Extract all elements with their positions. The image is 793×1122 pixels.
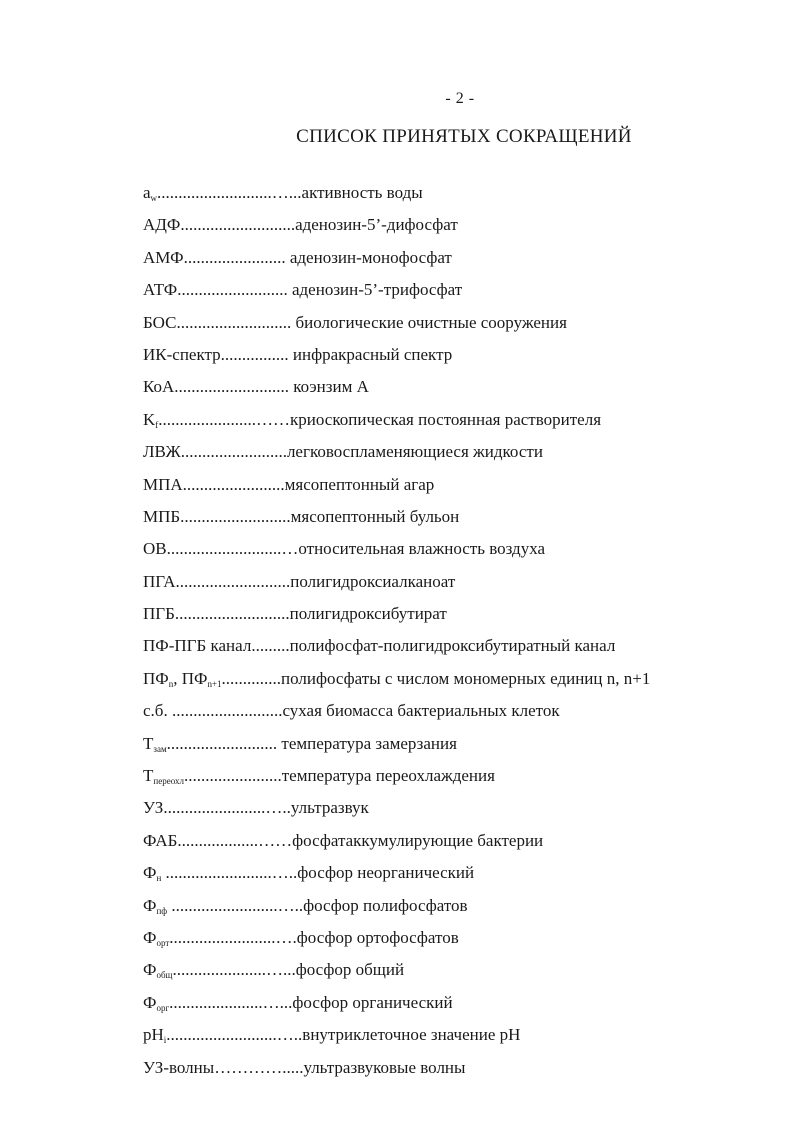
abbreviation-row [143, 181, 763, 213]
abbreviation-definition: внутриклеточное значение pH [302, 1025, 521, 1045]
leader-dots: ......................…... [172, 960, 296, 980]
term-text: ПФ [143, 668, 169, 688]
abbreviation-row [143, 473, 763, 505]
abbreviation-term [143, 604, 175, 623]
abbreviation-term [143, 863, 161, 882]
term-text: АТФ [143, 280, 178, 300]
abbreviation-definition: легковоспламеняющиеся жидкости [286, 442, 543, 462]
leader-dots: ........................... [175, 571, 291, 591]
term-subscript: переохл [153, 776, 184, 787]
abbreviation-row [143, 764, 763, 796]
abbreviation-definition: полигидроксибутират [289, 604, 447, 624]
leader-dots: ........................... [176, 312, 296, 332]
leader-dots: ........................... [174, 377, 294, 397]
leader-dots: .........................….. [167, 895, 304, 915]
term-text: АДФ [143, 215, 181, 235]
abbreviation-row [143, 1023, 763, 1055]
abbreviation-row [143, 505, 763, 537]
abbreviation-row [143, 602, 763, 634]
leader-dots: ......................... [180, 442, 287, 462]
abbreviation-term [143, 993, 169, 1012]
term-text: АМФ [143, 247, 184, 267]
abbreviation-term [143, 313, 176, 332]
abbreviation-term [143, 701, 168, 720]
term-text: ПФ-ПГБ канал [143, 636, 252, 656]
leader-dots: ..........................….. [166, 1025, 303, 1045]
abbreviation-row [143, 796, 763, 828]
abbreviation-term [143, 798, 163, 817]
term-text: УЗ [143, 798, 164, 818]
abbreviation-row [143, 926, 763, 958]
term-subscript: орт [156, 937, 170, 948]
abbreviation-definition: коэнзим А [293, 377, 369, 397]
leader-dots: …………..... [214, 1057, 304, 1077]
term-subscript: f [155, 419, 159, 430]
abbreviation-definition: биологические очистные сооружения [295, 312, 567, 332]
abbreviation-definition: фосфор неорганический [297, 863, 475, 883]
abbreviation-row [143, 246, 763, 278]
abbreviation-term [143, 831, 177, 850]
leader-dots: ........................….. [163, 798, 291, 818]
abbreviation-row [143, 213, 763, 245]
abbreviation-definition: мясопептонный бульон [290, 506, 460, 526]
abbreviation-row [143, 343, 763, 375]
abbreviation-term [143, 928, 169, 947]
term-subscript: общ [156, 970, 173, 981]
abbreviation-term [143, 572, 176, 591]
abbreviation-term [143, 475, 183, 494]
abbreviation-term [143, 183, 157, 202]
leader-dots: ......... [251, 636, 290, 656]
term-subscript: орг [156, 1002, 170, 1013]
abbreviation-term [143, 410, 158, 429]
abbreviation-row [143, 278, 763, 310]
abbreviation-definition: фосфор органический [292, 992, 453, 1012]
term-text: ЛВЖ [143, 442, 181, 462]
leader-dots: ........................ [183, 247, 290, 267]
abbreviation-definition: ультразвук [290, 798, 369, 818]
abbreviation-definition: полифосфаты с числом мономерных единиц n, n+1 [281, 668, 651, 688]
term-subscript: зам [153, 743, 167, 754]
abbreviation-term [143, 248, 184, 267]
leader-dots: ................ [220, 344, 293, 364]
abbreviation-row [143, 699, 763, 731]
term-text: pH [143, 1025, 164, 1045]
abbreviation-definition: фосфор общий [295, 960, 405, 980]
term-text: МПБ [143, 506, 181, 526]
abbreviation-row [143, 667, 763, 699]
abbreviation-term [143, 669, 222, 688]
abbreviation-definition: фосфор полифосфатов [303, 895, 468, 915]
abbreviation-row [143, 570, 763, 602]
abbreviation-definition: аденозин-5’-дифосфат [295, 215, 458, 235]
leader-dots: .......................…… [158, 409, 291, 429]
term-text: ИК-спектр [143, 344, 221, 364]
term-subscript-second: n+1 [207, 678, 222, 689]
leader-dots: ....................... [183, 766, 282, 786]
term-text: МПА [143, 474, 183, 494]
term-text: T [143, 733, 154, 753]
term-text: ФАБ [143, 830, 178, 850]
abbreviation-row [143, 311, 763, 343]
leader-dots: .............. [221, 668, 282, 688]
abbreviation-list [143, 181, 763, 1088]
abbreviation-term [143, 280, 177, 299]
abbreviation-row [143, 894, 763, 926]
leader-dots: .......................... [167, 701, 283, 721]
abbreviation-row [143, 829, 763, 861]
abbreviation-definition: фосфатаккумулирующие бактерии [292, 830, 544, 850]
abbreviation-term [143, 345, 221, 364]
abbreviation-row [143, 408, 763, 440]
abbreviation-row [143, 537, 763, 569]
leader-dots: .........................…. [169, 927, 297, 947]
abbreviation-definition: ультразвуковые волны [303, 1057, 466, 1077]
term-text: a [143, 183, 151, 202]
abbreviation-definition: относительная влажность воздуха [298, 539, 546, 559]
leader-dots: ...........................… [166, 539, 299, 559]
abbreviation-definition: температура замерзания [281, 733, 457, 753]
term-subscript: пф [156, 905, 168, 916]
abbreviation-term [143, 539, 167, 558]
abbreviation-row [143, 634, 763, 666]
abbreviation-row [143, 1056, 763, 1088]
abbreviation-term [143, 442, 181, 461]
abbreviation-row [143, 991, 763, 1023]
term-text: Ф [143, 960, 157, 980]
term-subscript: w [150, 193, 158, 203]
leader-dots: ...........................…... [157, 183, 302, 202]
term-text: Ф [143, 863, 157, 883]
leader-dots: .......................... [177, 280, 292, 300]
abbreviation-row [143, 732, 763, 764]
leader-dots: ........................... [180, 215, 296, 235]
leader-dots: ......................…... [169, 992, 293, 1012]
abbreviation-definition: сухая биомасса бактериальных клеток [282, 701, 560, 721]
abbreviation-definition: инфракрасный спектр [292, 344, 453, 364]
leader-dots: .......................... [166, 733, 282, 753]
term-text: УЗ-волны [143, 1057, 215, 1077]
term-subscript: н [156, 873, 162, 884]
leader-dots: .........................….. [161, 863, 298, 883]
abbreviation-term [143, 507, 180, 526]
page-number: - 2 - [445, 90, 475, 107]
abbreviation-term [143, 377, 174, 396]
term-text: ПГБ [143, 604, 175, 624]
term-text: K [143, 409, 156, 429]
leader-dots: ........................... [174, 604, 290, 624]
abbreviation-term [143, 896, 167, 915]
abbreviation-definition: активность воды [301, 183, 423, 202]
abbreviation-term [143, 636, 251, 655]
abbreviation-definition: аденозин-монофосфат [289, 247, 452, 267]
leader-dots: ...................…… [177, 830, 293, 850]
term-text: Ф [143, 992, 157, 1012]
abbreviation-definition: полифосфат-полигидроксибутиратный канал [289, 636, 616, 656]
abbreviation-term [143, 1058, 214, 1077]
leader-dots: .......................... [180, 506, 291, 526]
abbreviation-definition: фосфор ортофосфатов [296, 927, 459, 947]
abbreviation-definition: мясопептонный агар [284, 474, 435, 494]
abbreviation-term [143, 1025, 166, 1044]
abbreviation-term [143, 766, 184, 785]
abbreviation-row [143, 861, 763, 893]
term-text: T [143, 766, 154, 786]
abbreviation-definition: криоскопическая постоянная растворителя [290, 409, 602, 429]
abbreviation-definition: полигидроксиалканоат [290, 571, 456, 591]
term-text: БОС [143, 312, 177, 332]
term-text-second: , ПФ [173, 668, 208, 688]
abbreviation-term [143, 215, 180, 234]
term-text: КоА [143, 377, 175, 397]
term-text: Ф [143, 895, 157, 915]
abbreviation-definition: аденозин-5’-трифосфат [291, 280, 463, 300]
term-subscript: n [168, 678, 174, 689]
term-text: Ф [143, 927, 157, 947]
abbreviation-definition: температура переохлаждения [281, 766, 495, 786]
term-text: ПГА [143, 571, 176, 591]
term-subscript: i [163, 1035, 167, 1046]
term-text: ОВ [143, 539, 167, 559]
abbreviation-term [143, 960, 172, 979]
term-text: с.б. [143, 701, 168, 721]
page-title: СПИСОК ПРИНЯТЫХ СОКРАЩЕНИЙ [296, 126, 632, 147]
abbreviation-row [143, 440, 763, 472]
leader-dots: ........................ [182, 474, 285, 494]
abbreviation-row [143, 958, 763, 990]
abbreviation-row [143, 375, 763, 407]
abbreviation-term [143, 734, 167, 753]
